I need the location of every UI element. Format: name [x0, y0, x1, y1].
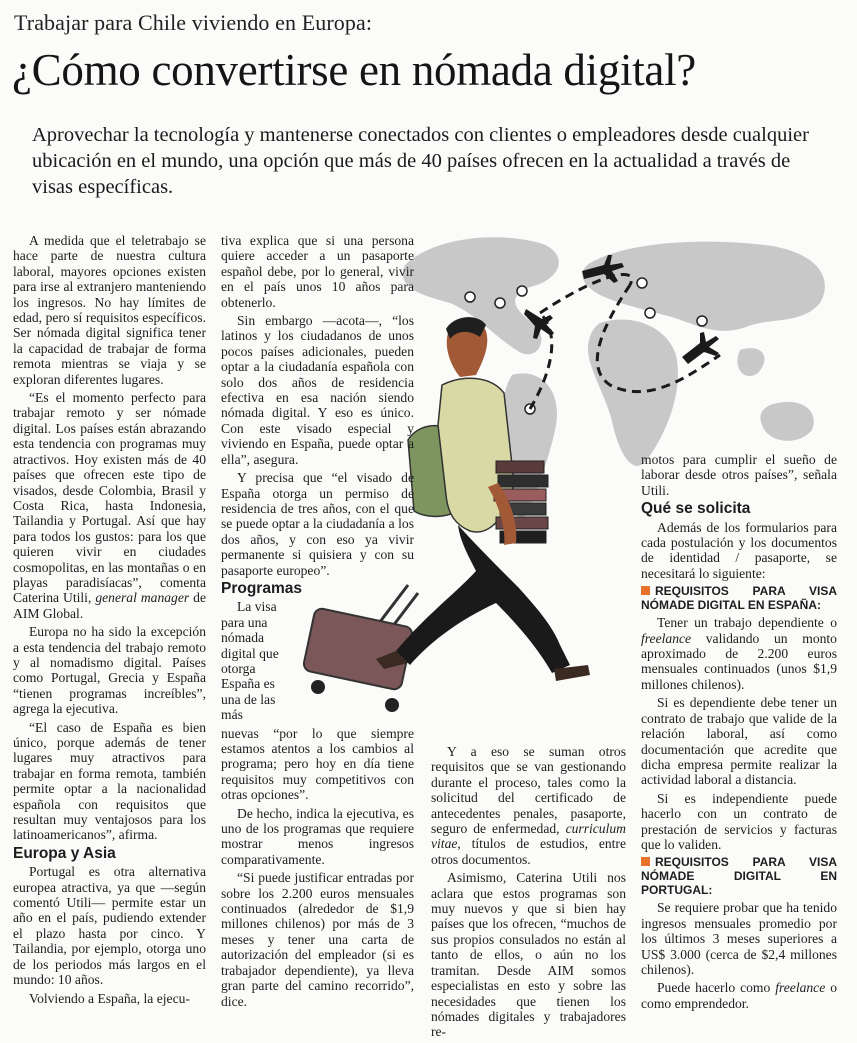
subheading-que-se-solicita: Qué se solicita: [641, 500, 751, 518]
paragraph: Se requiere probar que ha tenido ingresos mensuales promedio por los últimos 3 meses superiores a US$ 3.000 (cerca de $2,4 millones chilenos).: [641, 900, 837, 977]
paragraph: “Es el momento perfecto para trabajar remoto y ser nómade digital. Los países están abrazando esta tendencia con programas muy atractivos. Hoy existen más de 40 países que ofrecen este tipo de visados, desde Colombia, Brasil y Costa Rica, hasta Indonesia, Tailandia y Portugal. Así que hay para todos los gustos: para los que quieren vivir en ciudades cosmopolitas, en las montañas o en playas paradisíacas”, comenta Caterina Utili, general manager de AIM Global.: [13, 390, 206, 621]
paragraph: Puede hacerlo como freelance o como emprendedor.: [641, 980, 837, 1011]
paragraph: Si es dependiente debe tener un contrato de trabajo que valide de la relación laboral, así como documentación que acredite que dicha empresa permite realizar la actividad laboral a distancia.: [641, 695, 837, 788]
paragraph: De hecho, indica la ejecutiva, es uno de los programas que requiere mostrar menos ingresos comparativamente.: [221, 805, 414, 867]
column-3: [431, 744, 626, 1043]
subheading-europa-asia: Europa y Asia: [13, 844, 116, 862]
paragraph: Si es independiente puede hacerlo con un contrato de prestación de servicios y facturas que lo validen.: [641, 790, 837, 852]
paragraph: nuevas “por lo que siempre estamos atentos a los cambios al programa; pero hoy en día tiene requisitos muy competitivos con otras opciones”.: [221, 725, 414, 803]
column-1: [13, 233, 206, 1009]
paragraph: Tener un trabajo dependiente o freelance validando un monto aproximado de 2.200 euros mensuales continuados (unos $1,9 millones chilenos).: [641, 615, 837, 692]
paragraph: “El caso de España es bien único, porque además de tener lugares muy atractivos para trabajar en forma remota, también permite optar a la nacionalidad española con requisitos que resultan muy ventajosos para los latinoamericanos”, afirma.: [13, 719, 206, 843]
paragraph: motos para cumplir el sueño de laborar desde otros países”, señala Utili.: [641, 452, 837, 498]
paragraph: Europa no ha sido la excepción a esta tendencia del trabajo remoto y al nomadismo digital. Países como Portugal, Grecia y España “tienen programas increíbles”, agrega la ejecutiva.: [13, 624, 206, 717]
requirements-heading-portugal: REQUISITOS PARA VISA NÓMADE DIGITAL EN PORTUGAL:: [641, 855, 837, 898]
paragraph: tiva explica que si una persona quiere acceder a un pasaporte español debe, por lo general, vivir en el país unos 10 años para obtenerlo.: [221, 233, 414, 310]
headline: ¿Cómo convertirse en nómada digital?: [12, 45, 696, 95]
paragraph: Asimismo, Caterina Utili nos aclara que estos programas son muy nuevos y que si bien hay países que los ofrecen, “muchos de sus propios consulados no están al tanto de ellos, o aún no los tramitan. Desde AIM somos especialistas en esto y sobre las necesidades que tienen los nómades digitales y trabajadores re-: [431, 870, 626, 1040]
paragraph: Y precisa que “el visado de España otorga un permiso de residencia de tres años, con el que se puede optar a la ciudadanía a los dos años, y con eso ya vivir permanente si quisiera y con su pasaporte europeo”.: [221, 470, 414, 578]
square-bullet-icon: [641, 586, 650, 595]
paragraph-narrow: La visa para una nómada digital que otorga España es una de las más: [221, 599, 279, 723]
kicker: Trabajar para Chile viviendo en Europa:: [14, 10, 373, 35]
square-bullet-icon: [641, 857, 650, 866]
subheading-programas: Programas: [221, 579, 302, 597]
paragraph: Y a eso se suman otros requisitos que se van gestionando durante el proceso, tales como la solicitud del certificado de antecedentes penales, pasaporte, seguro de enfermedad, curriculum vitae, títulos de estudios, entre otros documentos.: [431, 744, 626, 867]
paragraph: Portugal es otra alternativa europea atractiva, ya que —según comentó Utili— permite estar un año en el país, pudiendo extender el plazo hasta por cinco. Y Tailandia, por ejemplo, otorga uno de los periodos más largos en el mundo: 10 años.: [13, 864, 206, 988]
column-4: [641, 452, 837, 1014]
paragraph: Además de los formularios para cada postulación y los documentos de identidad / pasaporte, se necesitará lo siguiente:: [641, 519, 837, 581]
paragraph: Sin embargo —acota—, “los latinos y los ciudadanos de unos pocos países adicionales, pueden optar a la ciudadanía española con solo dos años de residencia efectiva en esa nación siendo nómada digital. Y eso es único. Con este visado especial y viviendo en España, puede optar a ella”, asegura.: [221, 313, 414, 467]
paragraph: Volviendo a España, la ejecu-: [29, 990, 190, 1006]
paragraph: “Si puede justificar entradas por sobre los 2.200 euros mensuales continuados (alrededor de $1,9 millones chilenos) por más de 3 meses y tener una carta de autorización del empleador (si es trabajador dependiente), ya lleva gran parte del camino recorrido”, dice.: [221, 870, 414, 1009]
deck: Aprovechar la tecnología y mantenerse conectados con clientes o empleadores desde cualquier ubicación en el mundo, una opción que más de 40 países ofrecen en la actualidad a través de visas específicas.: [32, 124, 809, 198]
column-2: [221, 233, 414, 1012]
requirements-heading-spain: REQUISITOS PARA VISA NÓMADE DIGITAL EN ESPAÑA:: [641, 584, 837, 613]
paragraph: A medida que el teletrabajo se hace parte de nuestra cultura laboral, mayores opciones existen para irse al extranjero manteniendo los ingresos. No hay límites de edad, pero sí requisitos específicos. Ser nómada digital significa tener la capacidad de trabajar de forma remota mientras se viaja y se exploran diferentes lugares.: [13, 233, 206, 387]
man-legs: [396, 525, 570, 673]
